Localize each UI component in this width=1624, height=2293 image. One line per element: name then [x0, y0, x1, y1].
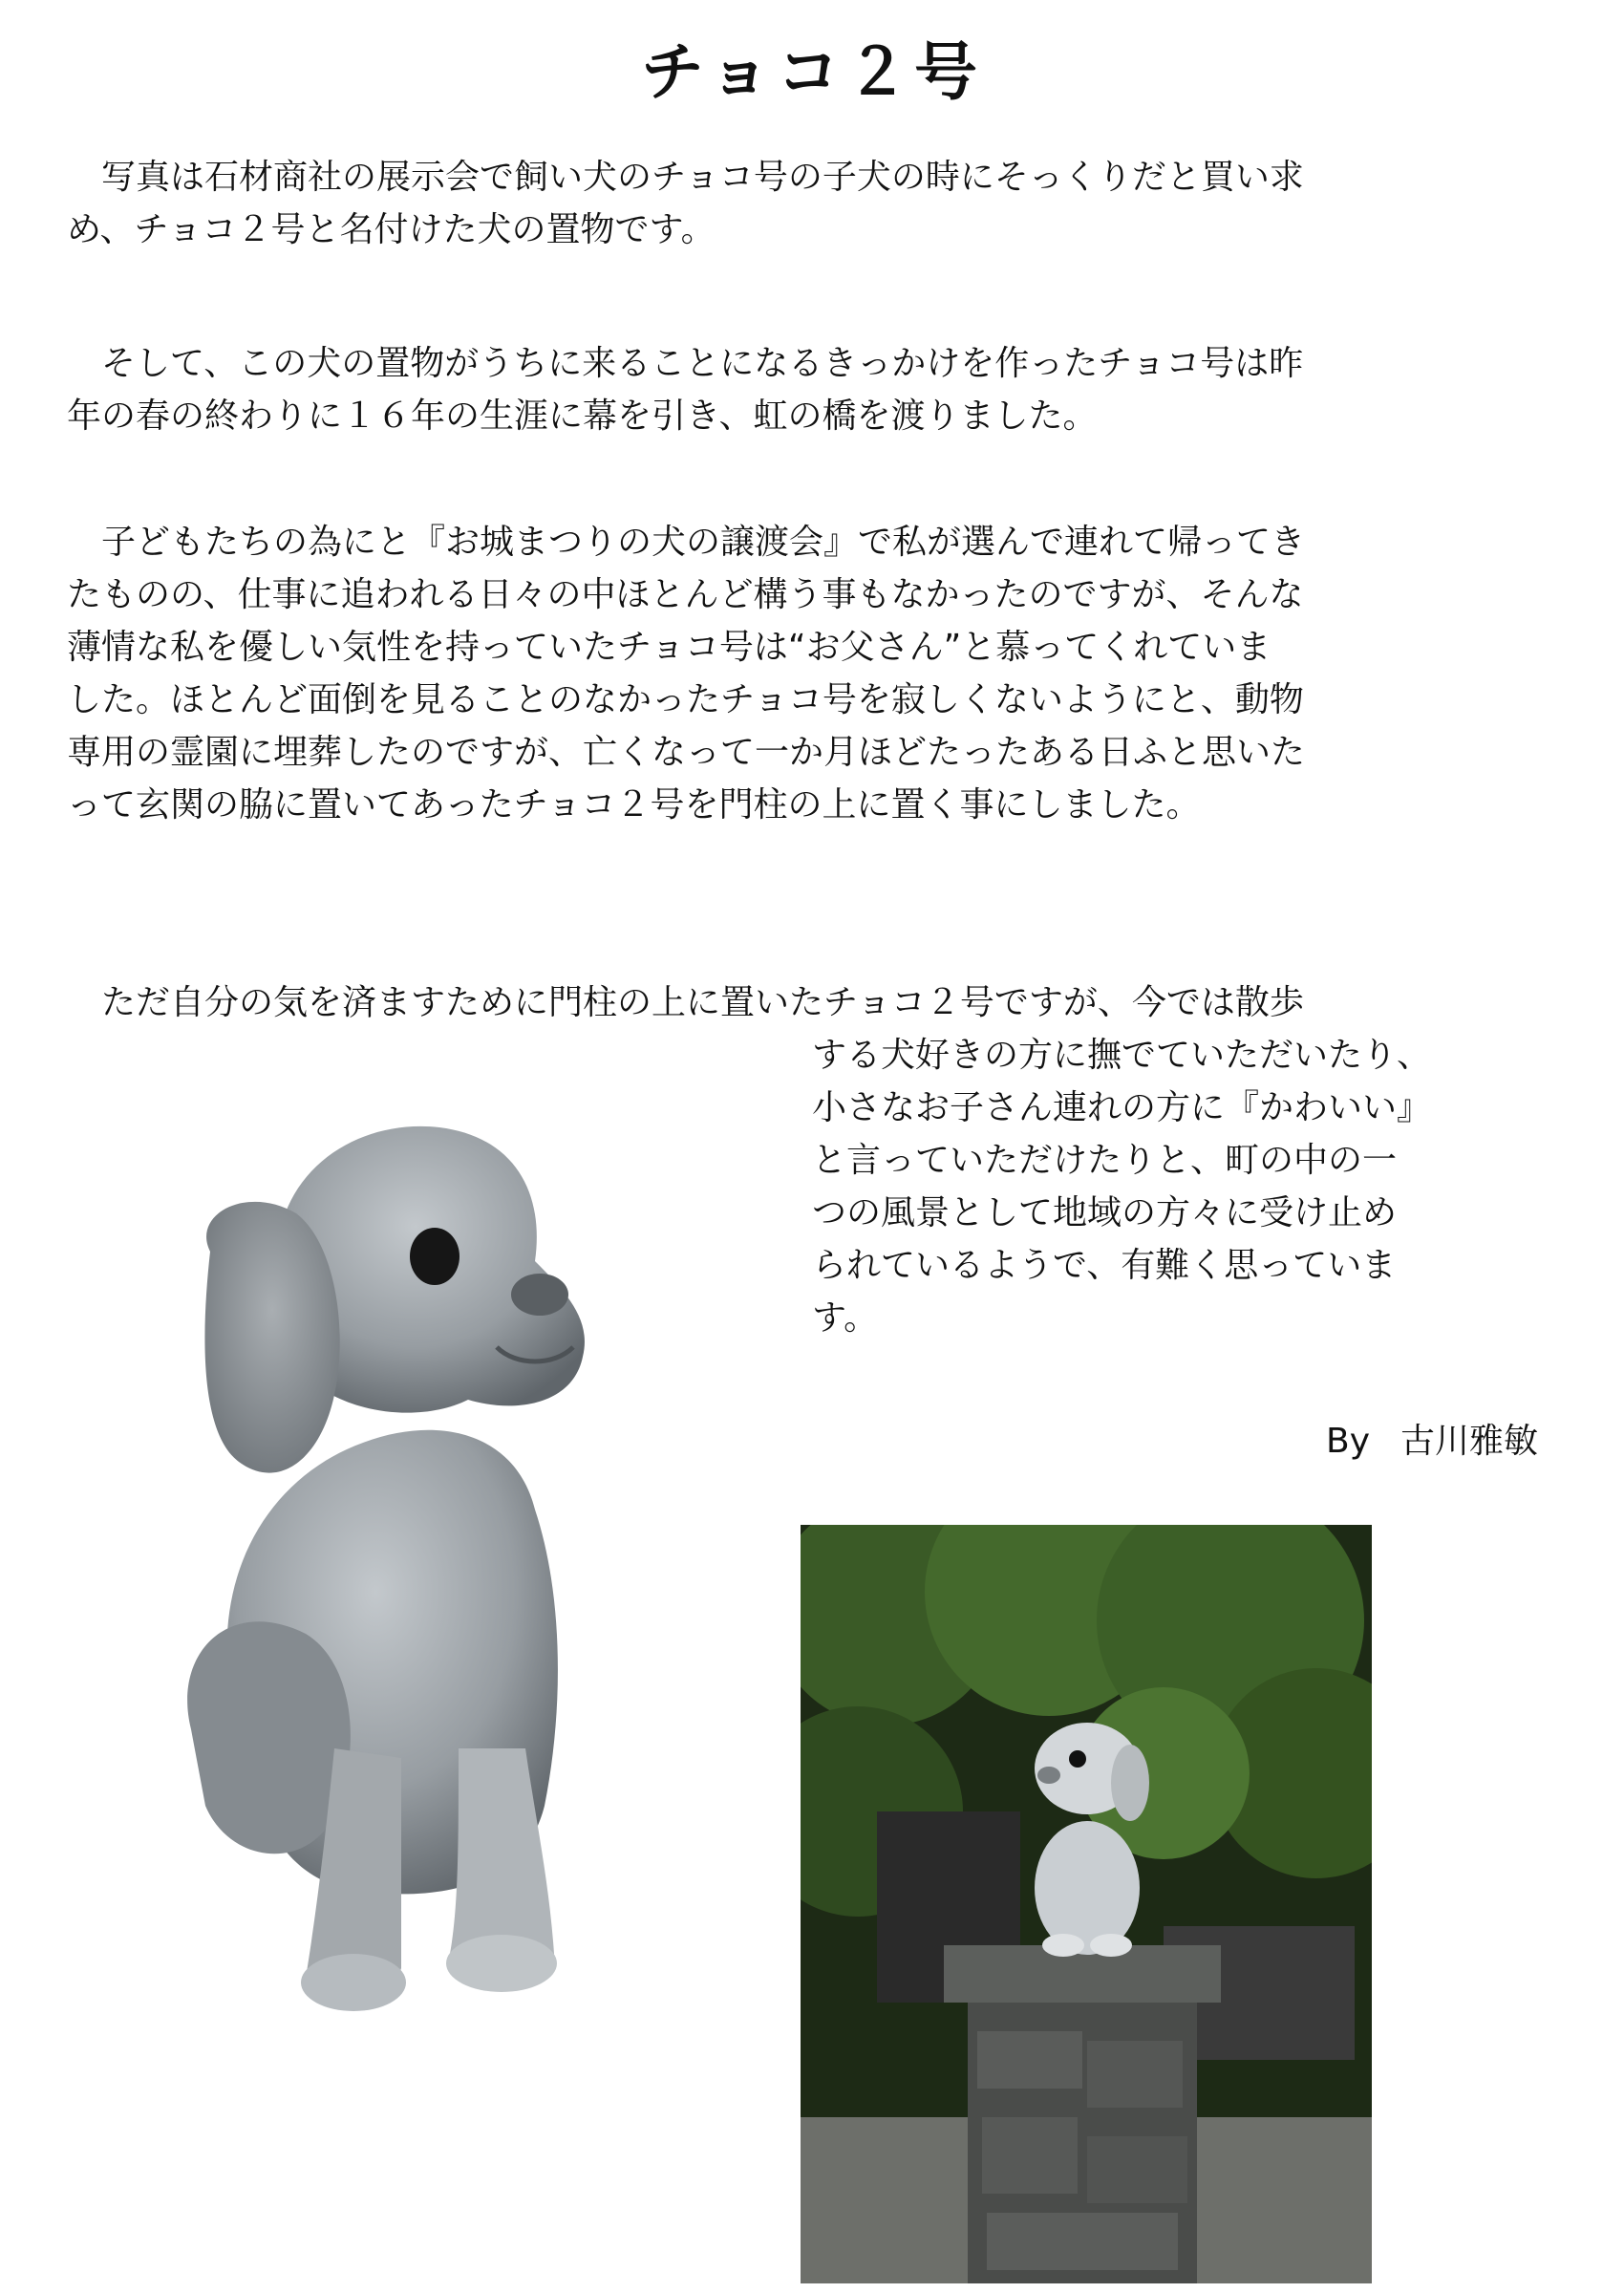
signature-by: By: [1326, 1422, 1371, 1461]
paragraph-line: 小さなお子さん連れの方に『かわいい』: [812, 1088, 1432, 1127]
paragraph-line: す。: [812, 1298, 879, 1338]
stone-dog-statue-image: [115, 1061, 764, 2035]
paragraph-line: つの風景として地域の方々に受け止め: [812, 1193, 1398, 1232]
gatepost-photo-scene: [801, 1525, 1372, 2283]
paragraph-line: め、チョコ２号と名付けた犬の置物です。: [67, 210, 716, 249]
signature: [1326, 1414, 1538, 1463]
paragraph-line: した。ほとんど面倒を見ることのなかったチョコ号を寂しくないようにと、動物: [67, 680, 1304, 719]
page-title: チョコ２号: [640, 34, 984, 109]
paragraph-line: 年の春の終わりに１６年の生涯に幕を引き、虹の橋を渡りました。: [67, 396, 1098, 436]
paragraph-line: 薄情な私を優しい気性を持っていたチョコ号は“お父さん”と慕ってくれていま: [67, 628, 1271, 667]
paragraph-line: られているようで、有難く思っていま: [812, 1246, 1397, 1285]
paragraph-line: 専用の霊園に埋葬したのですが、亡くなって一か月ほどたったある日ふと思いた: [67, 733, 1306, 772]
paragraph-line: たものの、仕事に追われる日々の中ほとんど構う事もなかったのですが、そんな: [67, 575, 1304, 614]
paragraph-line: 子どもたちの為にと『お城まつりの犬の譲渡会』で私が選んで連れて帰ってき: [101, 523, 1306, 562]
paragraph-3: [67, 516, 1514, 831]
paragraph-2: [67, 337, 1514, 442]
paragraph-line: って玄関の脇に置いてあったチョコ２号を門柱の上に置く事にしました。: [67, 785, 1201, 825]
paragraph-line: と言っていただけたりと、町の中の一: [812, 1141, 1398, 1180]
paragraph-line: 写真は石材商社の展示会で飼い犬のチョコ号の子犬の時にそっくりだと買い求: [101, 158, 1304, 197]
paragraph-1: [67, 151, 1514, 256]
paragraph-line: そして、この犬の置物がうちに来ることになるきっかけを作ったチョコ号は昨: [101, 344, 1304, 383]
paragraph-line: する犬好きの方に撫でていただいたり、: [812, 1036, 1432, 1075]
gatepost-photo: [801, 1525, 1372, 2283]
signature-author: 古川雅敏: [1400, 1422, 1539, 1461]
paragraph-line: ただ自分の気を済ますために門柱の上に置いたチョコ２号ですが、今では散歩: [101, 983, 1304, 1022]
